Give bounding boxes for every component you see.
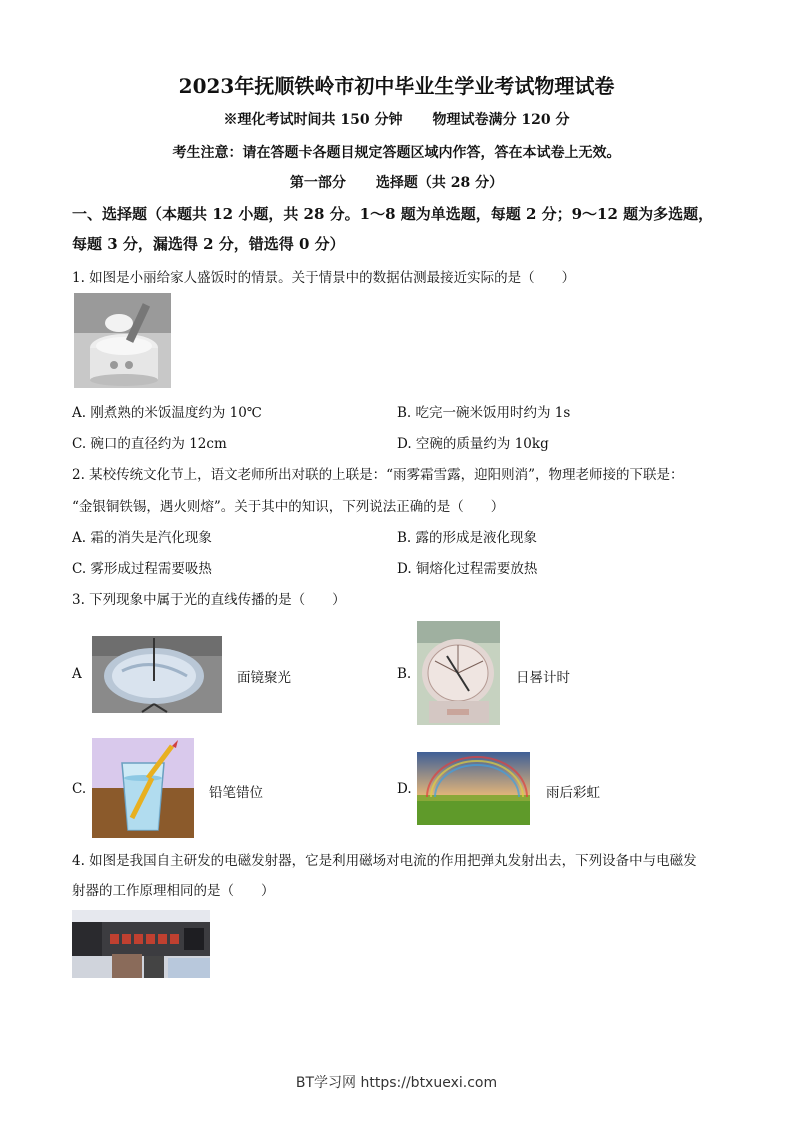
q3-option-b-letter: B. [397,666,412,682]
q3-rainbow-photo [417,752,530,825]
exam-time-note: ※理化考试时间共 150 分钟 [223,112,403,128]
q4-stem-1: 4. 如图是我国自主研发的电磁发射器，它是利用磁场对电流的作用把弹丸发射出去，下列设备中与电磁发 [72,853,697,869]
part-name: 选择题（共 28 分） [375,175,504,191]
q3-sundial-photo [417,621,500,725]
q3-option-a-letter: A [72,666,82,682]
sundial-photo-icon [417,621,500,725]
part-label: 第一部分 [289,175,346,191]
footer-watermark: BT学习网 https://btxuexi.com [295,1075,498,1091]
rainbow-photo-icon [417,752,530,825]
part-heading [0,172,793,192]
q3-option-d-text: 雨后彩虹 [546,785,600,801]
pencil-in-glass-icon [92,738,194,838]
section-instructions-2: 每题 3 分，漏选得 2 分，错选得 0 分） [72,235,345,253]
q1-option-d: D. 空碗的质量约为 10kg [397,436,549,452]
q3-option-a-text: 面镜聚光 [237,670,291,686]
q1-rice-cooker-photo [74,293,171,388]
q2-option-a: A. 霜的消失是汽化现象 [72,530,212,546]
q1-option-a: A. 刚煮熟的米饭温度约为 10℃ [72,405,262,421]
rice-cooker-photo-icon [74,293,171,388]
q1-option-c: C. 碗口的直径约为 12cm [72,436,227,452]
q3-option-b-text: 日晷计时 [516,670,570,686]
q1-option-b: B. 吃完一碗米饭用时约为 1s [397,405,571,421]
electromagnetic-launcher-icon [72,910,210,978]
q3-option-c-letter: C. [72,781,87,797]
exam-info-line [0,109,793,129]
q4-electromagnetic-launcher-photo [72,910,210,978]
q3-option-c-text: 铅笔错位 [209,785,263,801]
q2-option-d: D. 铜熔化过程需要放热 [397,561,538,577]
q2-option-c: C. 雾形成过程需要吸热 [72,561,212,577]
full-score-note: 物理试卷满分 120 分 [432,112,570,128]
solar-mirror-photo-icon [92,636,222,713]
q2-stem-1: 2. 某校传统文化节上，语文老师所出对联的上联是：“雨雾霜雪露，迎阳则消”，物理老师接的下联是： [72,467,684,483]
q2-stem-2: “金银铜铁锡，遇火则熔”。关于其中的知识，下列说法正确的是（ ） [72,499,505,515]
q3-option-d-letter: D. [397,781,412,797]
q4-stem-2: 射器的工作原理相同的是（ ） [72,883,275,899]
q3-pencil-in-water-drawing [92,738,194,838]
exam-title: 2023年抚顺铁岭市初中毕业生学业考试物理试卷 [178,74,615,98]
q1-stem: 1. 如图是小丽给家人盛饭时的情景。关于情景中的数据估测最接近实际的是（ ） [72,270,576,286]
q2-option-b: B. 露的形成是液化现象 [397,530,538,546]
candidate-notice: 考生注意：请在答题卡各题目规定答题区域内作答，答在本试卷上无效。 [172,145,621,161]
q3-solar-concentrator-photo [92,636,222,713]
q3-stem: 3. 下列现象中属于光的直线传播的是（ ） [72,592,346,608]
section-instructions-1: 一、选择题（本题共 12 小题，共 28 分。1～8 题为单选题，每题 2 分；9～12 题为多选题， [72,205,714,223]
